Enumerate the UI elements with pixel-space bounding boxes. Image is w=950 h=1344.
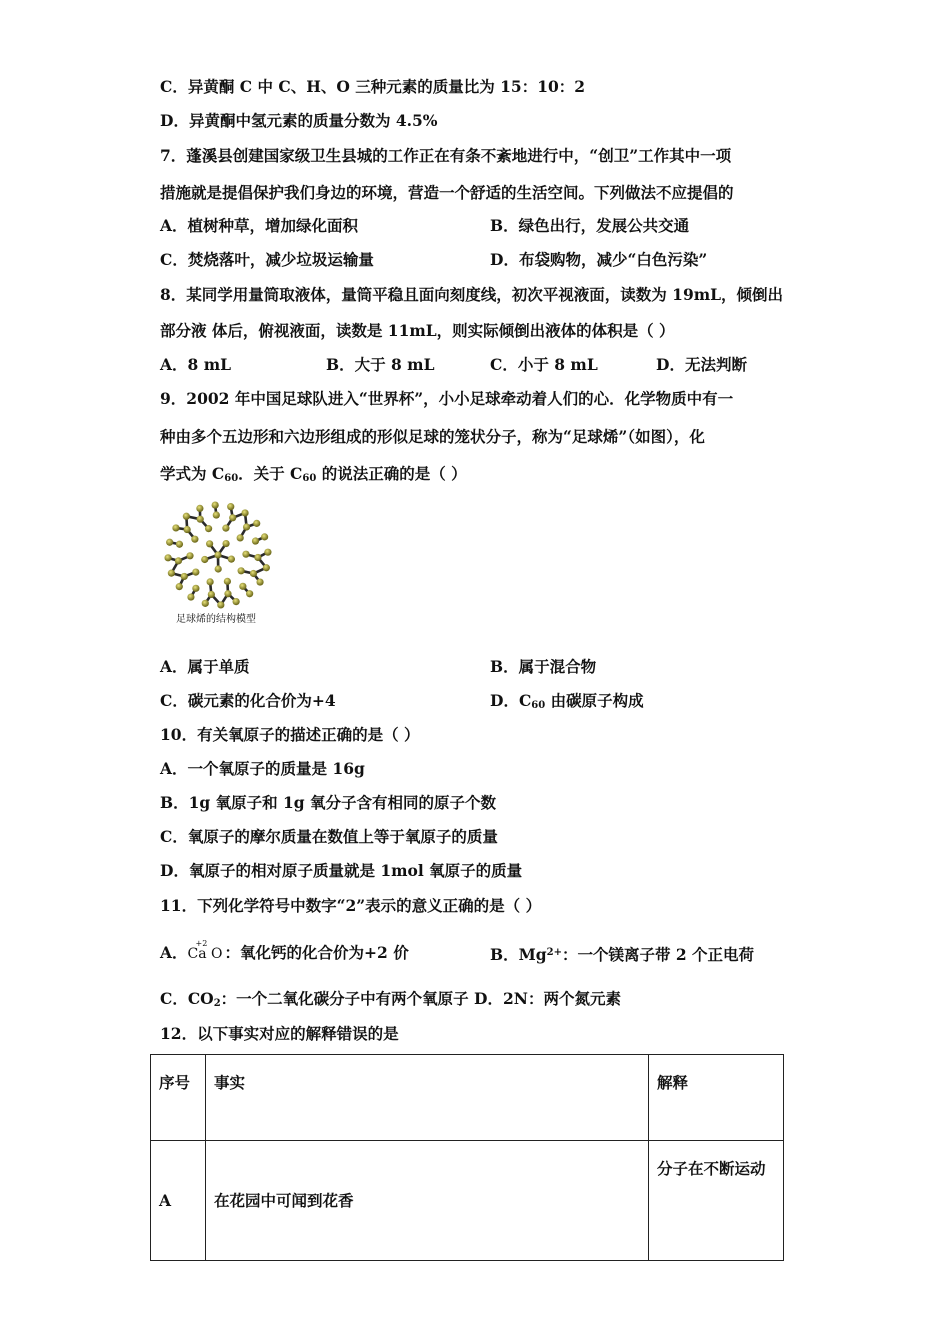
q9-stem-line3: 学式为 $C_{60}$．关于 $C_{60}$ 的说法正确的是（ ） bbox=[160, 464, 467, 484]
q11-option-a: A． +2 Ca O ：氧化钙的化合价为+2 价 bbox=[160, 942, 409, 965]
q9-option-c: C．碳元素的化合价为+4 bbox=[160, 691, 336, 710]
header-fact: 事实 bbox=[206, 1055, 649, 1141]
q9-stem-line1: 9．2002 年中国足球队进入“世界杯”，小小足球牵动着人们的心．化学物质中有一 bbox=[160, 389, 734, 408]
q7-option-c: C．焚烧落叶，减少垃圾运输量 bbox=[160, 250, 374, 269]
q9-option-a: A．属于单质 bbox=[160, 657, 250, 676]
table-header-row bbox=[151, 1055, 784, 1141]
facts-table bbox=[150, 1054, 784, 1261]
q8-stem-line2: 部分液 体后，俯视液面，读数是 11mL，则实际倾倒出液体的体积是（ ） bbox=[160, 321, 675, 340]
q11-stem: 11．下列化学符号中数字“2”表示的意义正确的是（ ） bbox=[160, 896, 542, 915]
q10-option-d: D．氧原子的相对原子质量就是 1mol 氧原子的质量 bbox=[160, 861, 523, 880]
q11-option-b: B．$Mg^{2+}$：一个镁离子带 2 个正电荷 bbox=[490, 945, 755, 964]
row-index: A bbox=[151, 1141, 206, 1261]
q11-option-c-d: C．$CO_2$：一个二氧化碳分子中有两个氧原子 D．2N：两个氮元素 bbox=[160, 989, 621, 1009]
q9-option-d: D．$C_{60}$ 由碳原子构成 bbox=[490, 691, 644, 711]
q10-option-b: B．1g 氧原子和 1g 氧分子含有相同的原子个数 bbox=[160, 793, 497, 812]
header-explanation: 解释 bbox=[649, 1055, 784, 1141]
header-index: 序号 bbox=[151, 1055, 206, 1141]
q10-stem: 10．有关氧原子的描述正确的是（ ） bbox=[160, 725, 420, 744]
q7-stem-line1: 7．蓬溪县创建国家级卫生县城的工作正在有条不紊地进行中，“创卫”工作其中一项 bbox=[160, 146, 732, 165]
q9-option-b: B．属于混合物 bbox=[490, 657, 597, 676]
q8-stem-line1: 8．某同学用量筒取液体，量筒平稳且面向刻度线，初次平视液面，读数为 19mL，倾倒出 bbox=[160, 285, 784, 304]
q8-option-d: D．无法判断 bbox=[656, 355, 747, 374]
q7-option-b: B．绿色出行，发展公共交通 bbox=[490, 216, 690, 235]
q6-option-c: C．异黄酮 C 中 C、H、O 三种元素的质量比为 15：10：2 bbox=[160, 77, 586, 96]
q9-stem-line2: 种由多个五边形和六边形组成的形似足球的笼状分子，称为“足球烯”（如图），化 bbox=[160, 427, 705, 446]
row-fact: 在花园中可闻到花香 bbox=[206, 1141, 649, 1261]
q12-stem: 12．以下事实对应的解释错误的是 bbox=[160, 1024, 399, 1043]
q7-option-d: D．布袋购物，减少“白色污染” bbox=[490, 250, 708, 269]
q7-stem-line2: 措施就是提倡保护我们身边的环境，营造一个舒适的生活空间。下列做法不应提倡的 bbox=[160, 183, 734, 202]
q6-option-d: D．异黄酮中氢元素的质量分数为 4.5% bbox=[160, 111, 438, 130]
figure-caption: 足球烯的结构模型 bbox=[176, 614, 256, 625]
q7-option-a: A．植树种草，增加绿化面积 bbox=[160, 216, 359, 235]
row-explanation: 分子在不断运动 bbox=[649, 1141, 784, 1261]
q8-option-a: A．8 mL bbox=[160, 355, 232, 374]
table-row bbox=[151, 1141, 784, 1261]
q10-option-a: A．一个氧原子的质量是 16g bbox=[160, 759, 365, 778]
cao-formula: +2 Ca O bbox=[187, 939, 223, 962]
q8-option-b: B．大于 8 mL bbox=[326, 355, 435, 374]
q10-option-c: C．氧原子的摩尔质量在数值上等于氧原子的质量 bbox=[160, 827, 498, 846]
q8-option-c: C．小于 8 mL bbox=[490, 355, 598, 374]
